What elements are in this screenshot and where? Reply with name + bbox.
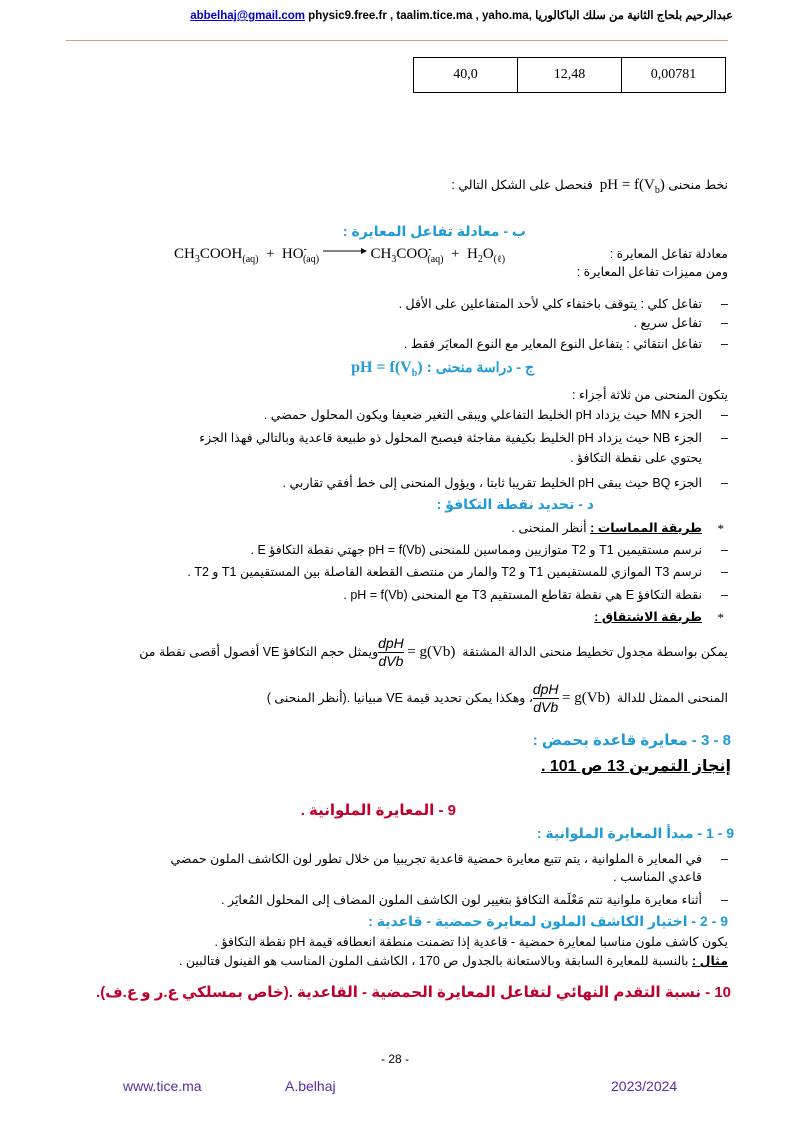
footer-author: A.belhaj (285, 1078, 336, 1094)
exercise-link: إنجاز التمرين 13 ص 101 . (540, 758, 731, 775)
table-cell: 0,00781 (622, 58, 726, 93)
section-9-1-title: 9 - 1 - مبدأ المعايرة الملوانية : (536, 825, 734, 841)
email-link[interactable]: abbelhaj@gmail.com (190, 10, 305, 22)
page-number: - 28 - (381, 1052, 410, 1066)
reaction-equation: $CH_3COOH_{(aq)} + HO^-_{(aq)}$ $CH_3COO^-_{(aq)} + H_2O_{(\ell)}$ (174, 244, 506, 265)
derivative-fraction: $\frac{\text{dpH}}{\text{dVb}}$ (532, 681, 559, 716)
method-derivative: طريقة الاشتقاق : (594, 610, 702, 624)
section-10-title: 10 - نسبة التقدم النهائي لتفاعل المعايرة الحمضية - القاعدية .(خاص بمسلكي ع.ر و ع.ف). (96, 984, 731, 1001)
intro-formula: pH = $f(V_b)$ (599, 177, 665, 196)
section-c-intro: يتكون المنحنى من ثلاثة أجزاء : (572, 388, 728, 402)
header-author: عبدالرحيم بلحاج الثانية من سلك الباكالوريا (535, 10, 733, 22)
section-b-title: ب - معادلة تفاعل المعايرة : (342, 223, 526, 239)
section-8-3-title: 8 - 3 - معايرة قاعدة بحمض : (532, 732, 731, 749)
header-rule (66, 40, 728, 41)
list-item: – نرسم مستقيمين T1 و T2 متوازيين ومماسين للمنحنى pH = f(Vb) جهتي نقطة التكافؤ E . (251, 543, 702, 559)
list-item: – تفاعل سريع . (634, 316, 702, 332)
page-header (60, 8, 733, 22)
derivative-line-1: يمكن بواسطة مجدول تخطيط منحنى الدالة المشتقة $\frac{\text{dpH}}{\text{dVb}}$ = g(Vb) ويمثل حجم التكافؤ VE أفصول أقصى نقطة من (139, 635, 728, 670)
equation-label: معادلة تفاعل المعايرة : (609, 247, 728, 261)
example-line: مثال : بالنسبة للمعايرة السابقة وبالاستعانة بالجدول ص 170 ، الكاشف الملون المناسب هو الفينول فتالبين . (178, 954, 728, 968)
method-tangents: طريقة المماسات : أنظر المنحنى . (511, 521, 702, 535)
asterisk-icon: * (717, 610, 724, 625)
list-item-continued: يحتوي على نقطة التكافؤ . (570, 451, 702, 465)
section-c-title: ج - دراسة منحنى pH = $f(V_b)$ : (351, 359, 534, 380)
list-item: – نقطة التكافؤ E هي نقطة تقاطع المستقيم T3 مع المنحنى pH = f(Vb) . (343, 588, 702, 604)
section-9-2-title: 9 - 2 - اختيار الكاشف الملون لمعايرة حمضية - قاعدية : (368, 913, 728, 929)
intro-line: نخط منحنى pH = $f(V_b)$ فنحصل على الشكل التالي : (451, 177, 728, 196)
footer-site: www.tice.ma (123, 1078, 202, 1094)
section-9-title: 9 - المعايرة الملوانية . (300, 802, 456, 819)
list-item: – أثناء معايرة ملوانية تتم مَعْلَمة التكافؤ بتغيير لون الكاشف الملون المضاف إلى المحلول المُعايَر . (221, 893, 702, 909)
table-cell: 40,0 (414, 58, 518, 93)
list-item: – الجزء BQ حيث يبقى pH الخليط تقريبا ثابتا ، ويؤول المنحنى إلى خط أفقي تقاربي . (283, 476, 702, 492)
list-item: – تفاعل انتقائي : يتفاعل النوع المعاير مع النوع المعايَر فقط . (404, 337, 702, 353)
arrow-icon (323, 243, 367, 260)
indicator-rule: يكون كاشف ملون مناسبا لمعايرة حمضية - قاعدية إذا تضمنت منطقة انعطافه قيمة pH نقطة التكافؤ . (214, 935, 728, 949)
derivative-line-2: المنحنى الممثل للدالة $\frac{\text{dpH}}{\text{dVb}}$ = g(Vb) ، وهكذا يمكن تحديد قيمة VE مبيانيا .(أنظر المنحنى ) (266, 681, 728, 716)
list-item: – الجزء NB حيث يزداد pH الخليط بكيفية مفاجئة فيصبح المحلول ذو طبيعة قاعدية وبالتالي فهذا الجزء (66, 431, 702, 447)
derivative-fraction: $\frac{\text{dpH}}{\text{dVb}}$ (378, 635, 404, 670)
values-table (413, 57, 726, 93)
section-d-title: د - تحديد نقطة التكافؤ : (436, 496, 594, 512)
header-sites: physic9.free.fr , taalim.tice.ma , yaho.ma, (308, 10, 532, 22)
features-label: ومن مميزات تفاعل المعايرة : (576, 265, 728, 279)
asterisk-icon: * (717, 521, 724, 536)
list-item-continued: قاعدي المناسب . (613, 870, 702, 884)
table-row (414, 58, 726, 93)
list-item: – في المعاير ة الملوانية ، يتم تتبع معايرة حمضية قاعدية تجريبيا من خلال تطور لون الكاشف الملون حمضي (66, 852, 702, 868)
list-item: – الجزء MN حيث يزداد pH الخليط التفاعلي ويبقى التغير ضعيفا ويكون المحلول حمضي . (264, 408, 702, 424)
list-item: – تفاعل كلي : يتوقف باختفاء كلي لأحد المتفاعلين على الأقل . (399, 297, 702, 313)
table-cell: 12,48 (518, 58, 622, 93)
footer-year: 2023/2024 (611, 1078, 678, 1094)
list-item: – نرسم T3 الموازي للمستقيمين T1 و T2 والمار من منتصف القطعة الفاصلة بين المستقيمين T1 و T2 . (187, 565, 702, 581)
